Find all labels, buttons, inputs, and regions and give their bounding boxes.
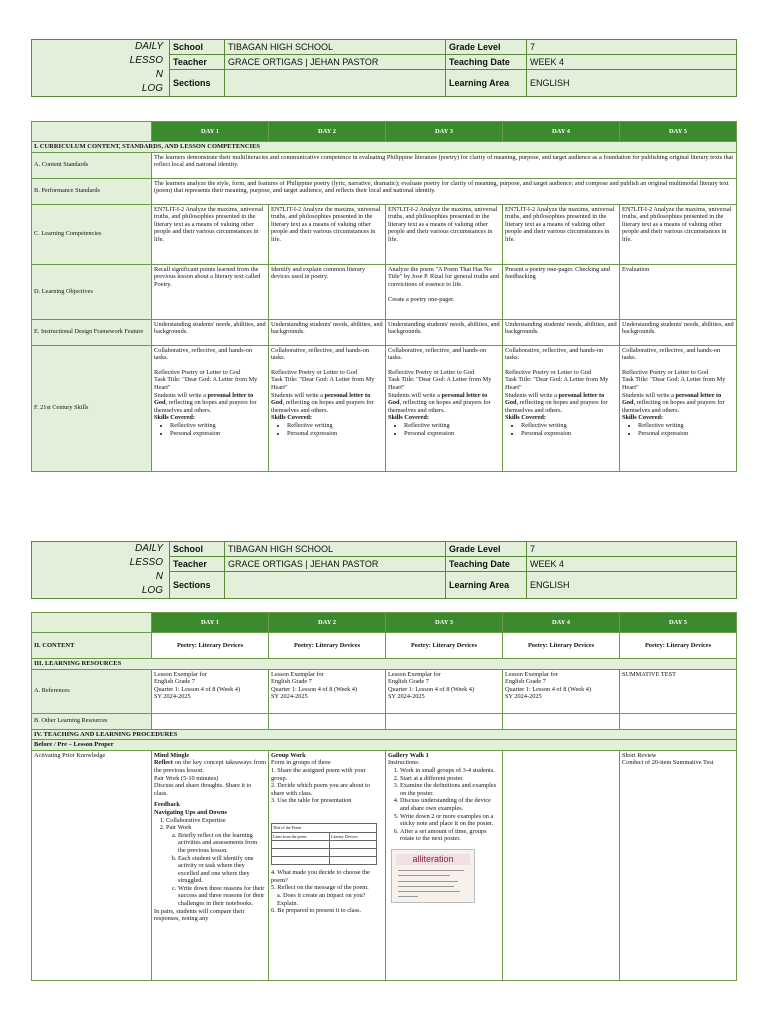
day-header: DAY 1 xyxy=(152,613,269,633)
objective-cell: Identify and explain common literary devices used in poetry. xyxy=(269,264,386,319)
day4-activity xyxy=(503,750,620,980)
school-value: TIBAGAN HIGH SCHOOL xyxy=(225,40,446,55)
grade-value: 7 xyxy=(527,542,737,557)
section-title: Before / Pre – Lesson Proper xyxy=(32,740,737,751)
section-title: IV. TEACHING AND LEARNING PROCEDURES xyxy=(32,729,737,740)
date-label: Teaching Date xyxy=(446,55,527,70)
date-label: Teaching Date xyxy=(446,557,527,572)
teacher-label: Teacher xyxy=(170,55,225,70)
day2-activity: Group Work Form in groups of three 1. Share the assigned poem with your group. 2. Decide which poem you are about to share with class. 3. Use the table for presentation Title of the Poem: Lines from the poem Literary Devices 4. What made you decide to choose the poem? 5. Reflect on the message of the poem. a. Does it create an impact on you? Explain. 6. Be prepared to present it to class. xyxy=(269,750,386,980)
day-header: DAY 5 xyxy=(620,122,737,142)
school-label: School xyxy=(170,40,225,55)
row-label: F. 21st Century Skills xyxy=(32,345,152,471)
row-label: A. Content Standards xyxy=(32,152,152,178)
objective-cell: Recall significant points learned from the previous lesson about a literary text called Poetry. xyxy=(152,264,269,319)
teacher-value: GRACE ORTIGAS | JEHAN PASTOR xyxy=(225,557,446,572)
content-value: Poetry: Literary Devices xyxy=(386,633,503,659)
area-value: ENGLISH xyxy=(527,70,737,97)
competency-cell: EN7LIT-I-2 Analyze the maxims, universal truths, and philosophies presented in the literary text as a means of valuing other people and their various circumstances in life. xyxy=(269,204,386,264)
day-header: DAY 4 xyxy=(503,122,620,142)
row-label: D. Learning Objectives xyxy=(32,264,152,319)
day1-activity: Mind Mingle Reflect on the key concept takeaways from the previous lesson. Pair Work (5-10 minutes) Discuss and share thoughts. Share it to class. Feedback Navigating Ups and Downs 1. Collaborative Expertise 2. Pair Work a. Briefly reflect on the learning activities and assessments from the previous lesson. b. Each student will identify one activity or task where they excelled and one where they struggled. c. Write down three reasons for their success and three reasons for their challenges in their notebooks. In pairs, students will compare their responses, noting any xyxy=(152,750,269,980)
row-label: B. Performance Standards xyxy=(32,178,152,204)
curriculum-table xyxy=(31,121,737,472)
header-table-1 xyxy=(31,39,737,97)
sections-label: Sections xyxy=(170,70,225,97)
row-label: C. Learning Competencies xyxy=(32,204,152,264)
sections-label: Sections xyxy=(170,572,225,599)
content-value: Poetry: Literary Devices xyxy=(503,633,620,659)
competency-cell: EN7LIT-I-2 Analyze the maxims, universal truths, and philosophies presented in the literary text as a means of valuing other people and their various circumstances in life. xyxy=(152,204,269,264)
content-value: Poetry: Literary Devices xyxy=(152,633,269,659)
daily-lesson-log-title: DAILY LESSO N LOG xyxy=(32,40,170,97)
performance-standards-text: The learners analyze the style, form, and features of Philippine poetry (lyric, narrative, dramatic); evaluate poetry for clarity of meaning, purpose, and target audience; and compose and publish an original multimodal literary text (poem) that represents their meaning, purpose, and target audience, and reflects their local and national identity. xyxy=(152,178,737,204)
date-value: WEEK 4 xyxy=(527,55,737,70)
content-value: Poetry: Literary Devices xyxy=(620,633,737,659)
skills-cell: Collaborative, reflective, and hands-on tasks. Reflective Poetry or Letter to God Task Title: "Dear God: A Letter from My Heart" Students will write a personal letter to God, reflecting on hopes and prayers for themselves and others. Skills Covered: • Reflective writing • Personal expression xyxy=(503,345,620,471)
grade-label: Grade Level xyxy=(446,40,527,55)
row-label: Activating Prior Knowledge xyxy=(32,750,152,980)
summative-test-cell: SUMMATIVE TEST xyxy=(620,669,737,713)
objective-cell: Present a poetry one-pager. Checking and feedbacking xyxy=(503,264,620,319)
day-header: DAY 2 xyxy=(269,613,386,633)
content-value: Poetry: Literary Devices xyxy=(269,633,386,659)
day5-activity: Short Review Conduct of 20-item Summative Test xyxy=(620,750,737,980)
date-value: WEEK 4 xyxy=(527,557,737,572)
design-cell: Understanding students' needs, abilities, and backgrounds. xyxy=(620,319,737,345)
objective-cell: Evaluation xyxy=(620,264,737,319)
design-cell: Understanding students' needs, abilities, and backgrounds. xyxy=(503,319,620,345)
day-header: DAY 4 xyxy=(503,613,620,633)
poem-table: Title of the Poem: Lines from the poem Literary Devices xyxy=(271,823,377,865)
day-header: DAY 5 xyxy=(620,613,737,633)
day-header: DAY 3 xyxy=(386,613,503,633)
reference-cell: Lesson Exemplar for English Grade 7 Quarter 1: Lesson 4 of 8 (Week 4) SY 2024-2025 xyxy=(503,669,620,713)
skills-cell: Collaborative, reflective, and hands-on tasks. Reflective Poetry or Letter to God Task Title: "Dear God: A Letter from My Heart" Students will write a personal letter to God, reflecting on hopes and prayers for themselves and others. Skills Covered: • Reflective writing • Personal expression xyxy=(152,345,269,471)
header-table-2 xyxy=(31,541,737,599)
row-label: B. Other Learning Resources xyxy=(32,713,152,729)
design-cell: Understanding students' needs, abilities, and backgrounds. xyxy=(269,319,386,345)
area-value: ENGLISH xyxy=(527,572,737,599)
teacher-label: Teacher xyxy=(170,557,225,572)
school-value: TIBAGAN HIGH SCHOOL xyxy=(225,542,446,557)
content-standards-text: The learners demonstrate their multiliteracies and communicative competence in evaluating Philippine literature (poetry) for clarity of meaning, purpose, and target audience as a foundation for publishing original literary texts that reflect local and national identity. xyxy=(152,152,737,178)
reference-cell: Lesson Exemplar for English Grade 7 Quarter 1: Lesson 4 of 8 (Week 4) SY 2024-2025 xyxy=(386,669,503,713)
day-header: DAY 3 xyxy=(386,122,503,142)
section-title: III. LEARNING RESOURCES xyxy=(32,659,737,670)
sections-value xyxy=(225,70,446,97)
school-label: School xyxy=(170,542,225,557)
section-title: I. CURRICULUM CONTENT, STANDARDS, AND LESSON COMPETENCIES xyxy=(32,142,737,153)
day-header: DAY 2 xyxy=(269,122,386,142)
design-cell: Understanding students' needs, abilities, and backgrounds. xyxy=(152,319,269,345)
skills-cell: Collaborative, reflective, and hands-on tasks. Reflective Poetry or Letter to God Task Title: "Dear God: A Letter from My Heart" Students will write a personal letter to God, reflecting on hopes and prayers for themselves and others. Skills Covered: • Reflective writing • Personal expression xyxy=(620,345,737,471)
skills-cell: Collaborative, reflective, and hands-on tasks. Reflective Poetry or Letter to God Task Title: "Dear God: A Letter from My Heart" Students will write a personal letter to God, reflecting on hopes and prayers for themselves and others. Skills Covered: • Reflective writing • Personal expression xyxy=(386,345,503,471)
content-label: II. CONTENT xyxy=(32,633,152,659)
alliteration-poster-image: alliteration xyxy=(391,849,475,903)
row-label: A. References xyxy=(32,669,152,713)
sections-value xyxy=(225,572,446,599)
row-label: E. Instructional Design Framework Feature xyxy=(32,319,152,345)
grade-label: Grade Level xyxy=(446,542,527,557)
day-header: DAY 1 xyxy=(152,122,269,142)
teacher-value: GRACE ORTIGAS | JEHAN PASTOR xyxy=(225,55,446,70)
day3-activity: Gallery Walk 1 Instructions: 1. Work in small groups of 3-4 students. 2. Start at a different poster. 3. Examine the definitions and examples on the poster. 4. Discuss understanding of the device and share own examples. 5. Write down 2 or more examples on a sticky note and place it on the poster. 6. After a set amount of time, groups rotate to the next poster. alliteration xyxy=(386,750,503,980)
reference-cell: Lesson Exemplar for English Grade 7 Quarter 1: Lesson 4 of 8 (Week 4) SY 2024-2025 xyxy=(152,669,269,713)
skills-cell: Collaborative, reflective, and hands-on tasks. Reflective Poetry or Letter to God Task Title: "Dear God: A Letter from My Heart" Students will write a personal letter to God, reflecting on hopes and prayers for themselves and others. Skills Covered: • Reflective writing • Personal expression xyxy=(269,345,386,471)
grade-value: 7 xyxy=(527,40,737,55)
competency-cell: EN7LIT-I-2 Analyze the maxims, universal truths, and philosophies presented in the literary text as a means of valuing other people and their various circumstances in life. xyxy=(620,204,737,264)
procedures-table xyxy=(31,612,737,981)
objective-cell: Analyze the poem "A Poem That Has No Title" by Jose P. Rizal for general truths and convictions of essence to life. Create a poetry one-pager. xyxy=(386,264,503,319)
competency-cell: EN7LIT-I-2 Analyze the maxims, universal truths, and philosophies presented in the literary text as a means of valuing other people and their various circumstances in life. xyxy=(386,204,503,264)
area-label: Learning Area xyxy=(446,572,527,599)
competency-cell: EN7LIT-I-2 Analyze the maxims, universal truths, and philosophies presented in the literary text as a means of valuing other people and their various circumstances in life. xyxy=(503,204,620,264)
design-cell: Understanding students' needs, abilities, and backgrounds. xyxy=(386,319,503,345)
daily-lesson-log-title: DAILY LESSO N LOG xyxy=(32,542,170,599)
area-label: Learning Area xyxy=(446,70,527,97)
reference-cell: Lesson Exemplar for English Grade 7 Quarter 1: Lesson 4 of 8 (Week 4) SY 2024-2025 xyxy=(269,669,386,713)
